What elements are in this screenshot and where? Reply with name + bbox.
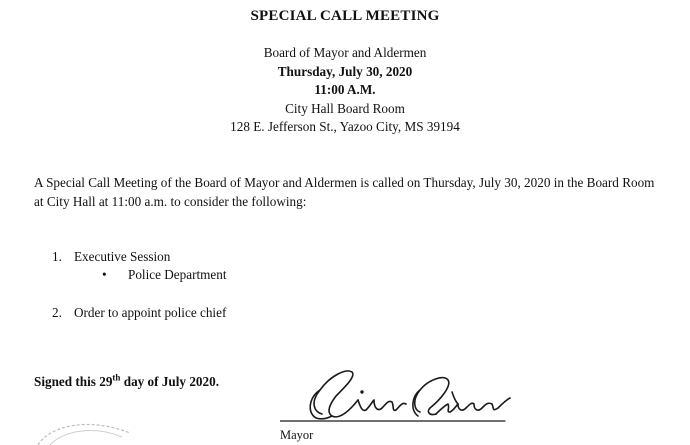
meeting-location: City Hall Board Room <box>285 100 405 116</box>
board-name: Board of Mayor and Aldermen <box>263 45 427 60</box>
document-title: SPECIAL CALL MEETING <box>250 8 440 24</box>
intro-paragraph: A Special Call Meeting of the Board of Mayor and Aldermen is called on Thursday, July 30, 2020 in the Board Room at City Hall at 11:00 a.m. to consider the following: <box>34 175 655 209</box>
city-seal-icon <box>30 415 150 445</box>
meeting-header <box>0 44 690 137</box>
signed-ordinal: th <box>112 372 121 383</box>
signed-prefix: Signed this 29 <box>34 374 113 389</box>
agenda-item-1-text: Executive Session <box>74 249 171 264</box>
agenda-subitem <box>102 267 227 283</box>
agenda-item-2-text: Order to appoint police chief <box>74 305 227 320</box>
handwritten-signature <box>280 362 530 428</box>
agenda-item-1-number: 1. <box>52 249 62 264</box>
agenda-item-1 <box>52 248 170 266</box>
meeting-time: 11:00 A.M. <box>314 82 376 97</box>
meeting-address: 128 E. Jefferson St., Yazoo City, MS 39194 <box>230 119 460 134</box>
bullet-icon: • <box>102 267 107 282</box>
meeting-date: Thursday, July 30, 2020 <box>277 63 413 79</box>
agenda-item-2 <box>52 304 226 322</box>
signatory-title: Mayor <box>280 428 314 442</box>
signed-suffix: day of July 2020. <box>120 374 219 389</box>
signed-date-line <box>34 374 219 390</box>
agenda-subitem-text: Police Department <box>128 267 227 282</box>
agenda-item-2-number: 2. <box>52 305 62 320</box>
